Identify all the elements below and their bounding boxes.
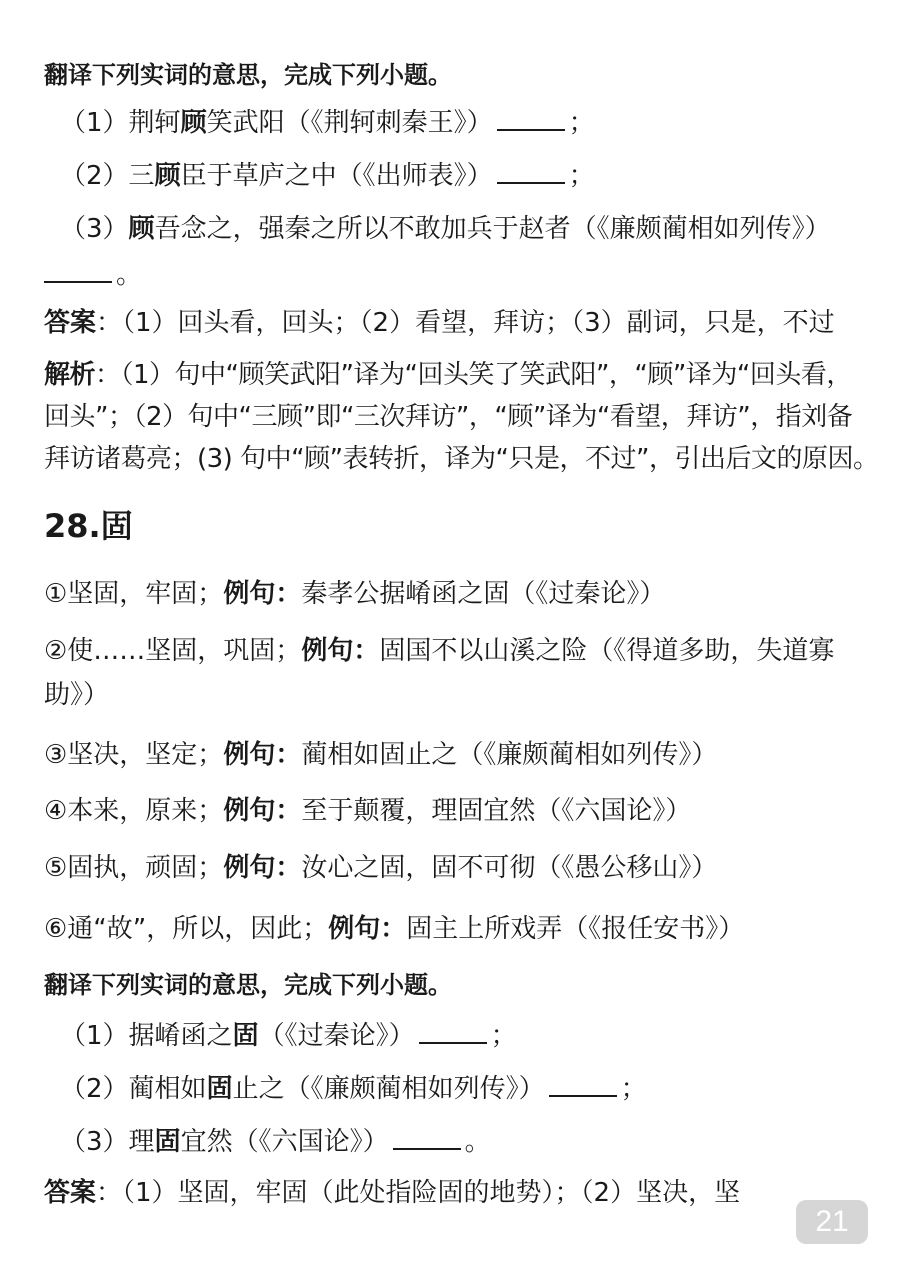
answer-blank — [393, 1126, 461, 1150]
answer-blank — [44, 259, 112, 283]
analysis-line-3: 拜访诸葛亮；(3) 句中“顾”表转折，译为“只是，不过”，引出后文的原因。 — [44, 444, 879, 474]
answer-blank — [549, 1073, 617, 1097]
meaning-6: ⑥通“故”，所以，因此；例句：固主上所戏弄（《报任安书》） — [44, 914, 745, 944]
page-number-badge: 21 — [796, 1200, 868, 1244]
meaning-4: ④本来，原来；例句：至于颠覆，理固宜然（《六国论》） — [44, 796, 692, 826]
exercise-heading-2: 翻译下列实词的意思，完成下列小题。 — [44, 971, 452, 999]
analysis-line-2: 回头”；（2）句中“三顾”即“三次拜访”，“顾”译为“看望，拜访”，指刘备 — [44, 402, 853, 432]
meaning-2-cont: 助》） — [44, 680, 110, 710]
answer-blank — [419, 1020, 487, 1044]
question-2-2: （2）蔺相如固止之（《廉颇蔺相如列传》） ； — [60, 1074, 647, 1104]
exercise-heading-1: 翻译下列实词的意思，完成下列小题。 — [44, 61, 452, 89]
question-1-1: （1）荆轲顾笑武阳（《荆轲刺秦王》） ； — [60, 108, 595, 138]
question-1-3: （3）顾吾念之，强秦之所以不敢加兵于赵者（《廉颇蔺相如列传》） — [60, 214, 831, 244]
question-1-2: （2）三顾臣于草庐之中（《出师表》） ； — [60, 161, 595, 191]
meaning-3: ③坚决，坚定；例句：蔺相如固止之（《廉颇蔺相如列传》） — [44, 740, 718, 770]
question-1-3-blank-line: 。 — [44, 258, 142, 292]
section-title: 28.固 — [44, 507, 133, 545]
answer-blank — [497, 160, 565, 184]
answer-2: 答案：（1）坚固，牢固（此处指险固的地势）；（2）坚决，坚 — [44, 1178, 741, 1208]
answer-1: 答案：（1）回头看，回头；（2）看望，拜访；（3）副词，只是，不过 — [44, 308, 835, 338]
meaning-1: ①坚固，牢固；例句：秦孝公据崤函之固（《过秦论》） — [44, 579, 666, 609]
analysis-line-1: 解析：（1）句中“顾笑武阳”译为“回头笑了笑武阳”，“顾”译为“回头看， — [44, 360, 852, 390]
question-2-3: （3）理固宜然（《六国论》） 。 — [60, 1127, 491, 1157]
meaning-5: ⑤固执，顽固；例句：汝心之固，固不可彻（《愚公移山》） — [44, 853, 718, 883]
question-2-1: （1）据崤函之固（《过秦论》） ； — [60, 1021, 517, 1051]
meaning-2: ②使……坚固，巩固；例句：固国不以山溪之险（《得道多助，失道寡 — [44, 636, 835, 666]
answer-blank — [497, 107, 565, 131]
